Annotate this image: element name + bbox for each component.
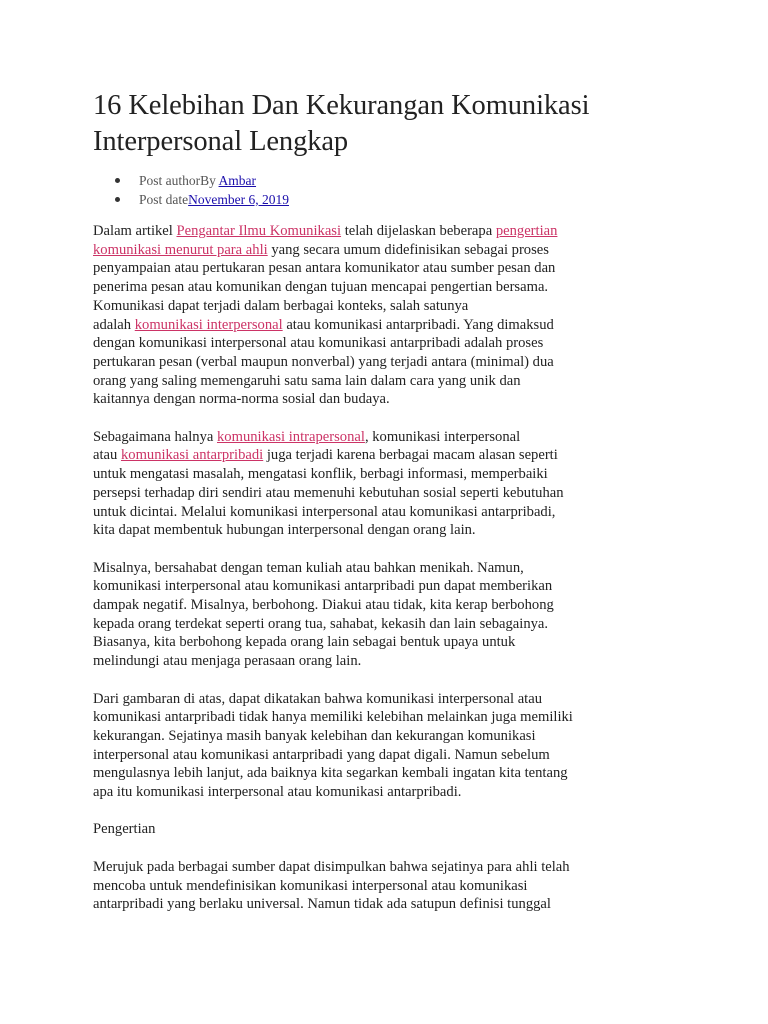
text-line: untuk mengatasi masalah, mengatasi konflik, berbagi informasi, memperbaiki [93,466,548,483]
bullet-icon [115,178,120,183]
text-line: pertukaran pesan (verbal maupun nonverbal) yang terjadi antara (minimal) dua [93,353,554,370]
text-line: Komunikasi dapat terjadi dalam berbagai konteks, salah satunya [93,297,469,314]
author-link[interactable]: Ambar [218,173,257,188]
link-komunikasi-interpersonal[interactable]: komunikasi interpersonal [134,316,283,333]
text: Sebagaimana halnya [93,428,217,445]
link-komunikasi-intrapersonal[interactable]: komunikasi intrapersonal [217,428,365,445]
link-pengertian-komunikasi[interactable]: pengertian [495,223,558,239]
article-body [93,222,673,933]
text-line: kaitannya dengan norma-norma sosial dan budaya. [93,391,390,408]
text-line: penyampaian atau pertukaran pesan antara komunikator atau sumber pesan dan [93,260,556,277]
text: atau komunikasi antarpribadi. Yang dimaksud [282,316,554,333]
text-line: kepada orang terdekat seperti orang tua, sahabat, kekasih dan lain sebagainya. [93,615,549,632]
text-line: mengulasnya lebih lanjut, ada baiknya kita segarkan kembali ingatan kita tentang [93,765,568,782]
paragraph-5 [93,858,673,914]
text-line: persepsi terhadap diri sendiri atau memenuhi kebutuhan sosial seperti kebutuhan [93,484,564,501]
page-title [93,88,673,160]
text-line: Dari gambaran di atas, dapat dikatakan bahwa komunikasi interpersonal atau [93,690,543,707]
text: atau [93,447,121,464]
link-komunikasi-antarpribadi[interactable]: komunikasi antarpribadi [120,447,264,464]
text-line: apa itu komunikasi interpersonal atau komunikasi antarpribadi. [93,784,462,801]
post-date [115,190,289,209]
text: telah dijelaskan beberapa [341,223,496,239]
text-line: kita dapat membentuk hubungan interpersonal dengan orang lain. [93,522,476,539]
text-line: Misalnya, bersahabat dengan teman kuliah atau bahkan menikah. Namun, [93,559,524,576]
text-line: untuk dicintai. Melalui komunikasi interpersonal atau komunikasi antarpribadi, [93,503,556,520]
post-meta [115,171,289,209]
section-heading: Pengertian [93,821,156,838]
bullet-icon [115,197,120,202]
text: Dalam artikel [93,223,177,239]
text-line: kekurangan. Sejatinya masih banyak kelebihan dan kekurangan komunikasi [93,727,536,744]
post-author [115,171,289,190]
text-line: komunikasi antarpribadi tidak hanya memiliki kelebihan melainkan juga memiliki [93,709,573,726]
text-line: mencoba untuk mendefinisikan komunikasi interpersonal atau komunikasi [93,877,528,894]
text: adalah [93,316,135,333]
text: yang secara umum didefinisikan sebagai proses [267,241,549,258]
text-line: melindungi atau menjaga perasaan orang lain. [93,653,362,670]
by-label: By [200,173,219,188]
paragraph-4 [93,690,673,802]
link-pengantar-ilmu-komunikasi[interactable]: Pengantar Ilmu Komunikasi [176,223,342,239]
post-author-label: Post author [139,173,201,188]
title-line-1: 16 Kelebihan Dan Kekurangan Komunikasi [93,90,590,121]
post-date-label: Post date [139,192,189,207]
text-line: interpersonal atau komunikasi antarpribadi yang dapat digali. Namun sebelum [93,746,550,763]
text-line: dampak negatif. Misalnya, berbohong. Diakui atau tidak, kita kerap berbohong [93,597,554,614]
text-line: dengan komunikasi interpersonal atau komunikasi antarpribadi adalah proses [93,335,544,352]
text: , komunikasi interpersonal [364,428,521,445]
text-line: Biasanya, kita berbohong kepada orang lain sebagai bentuk upaya untuk [93,634,516,651]
paragraph-2 [93,428,673,540]
text-line: antarpribadi yang berlaku universal. Namun tidak ada satupun definisi tunggal [93,896,551,913]
text-line: penerima pesan atau komunikan dengan tujuan mencapai pengertian bersama. [93,279,549,296]
text: juga terjadi karena berbagai macam alasan seperti [263,447,558,464]
paragraph-1 [93,222,673,409]
link-pengertian-komunikasi-cont[interactable]: komunikasi menurut para ahli [93,241,268,258]
text-line: orang yang saling memengaruhi satu sama lain dalam cara yang unik dan [93,372,521,389]
paragraph-3 [93,559,673,671]
title-line-2: Interpersonal Lengkap [93,126,349,157]
text-line: Merujuk pada berbagai sumber dapat disimpulkan bahwa sejatinya para ahli telah [93,858,570,875]
text-line: komunikasi interpersonal atau komunikasi antarpribadi pun dapat memberikan [93,578,553,595]
article [93,88,673,913]
date-link[interactable]: November 6, 2019 [188,192,289,207]
